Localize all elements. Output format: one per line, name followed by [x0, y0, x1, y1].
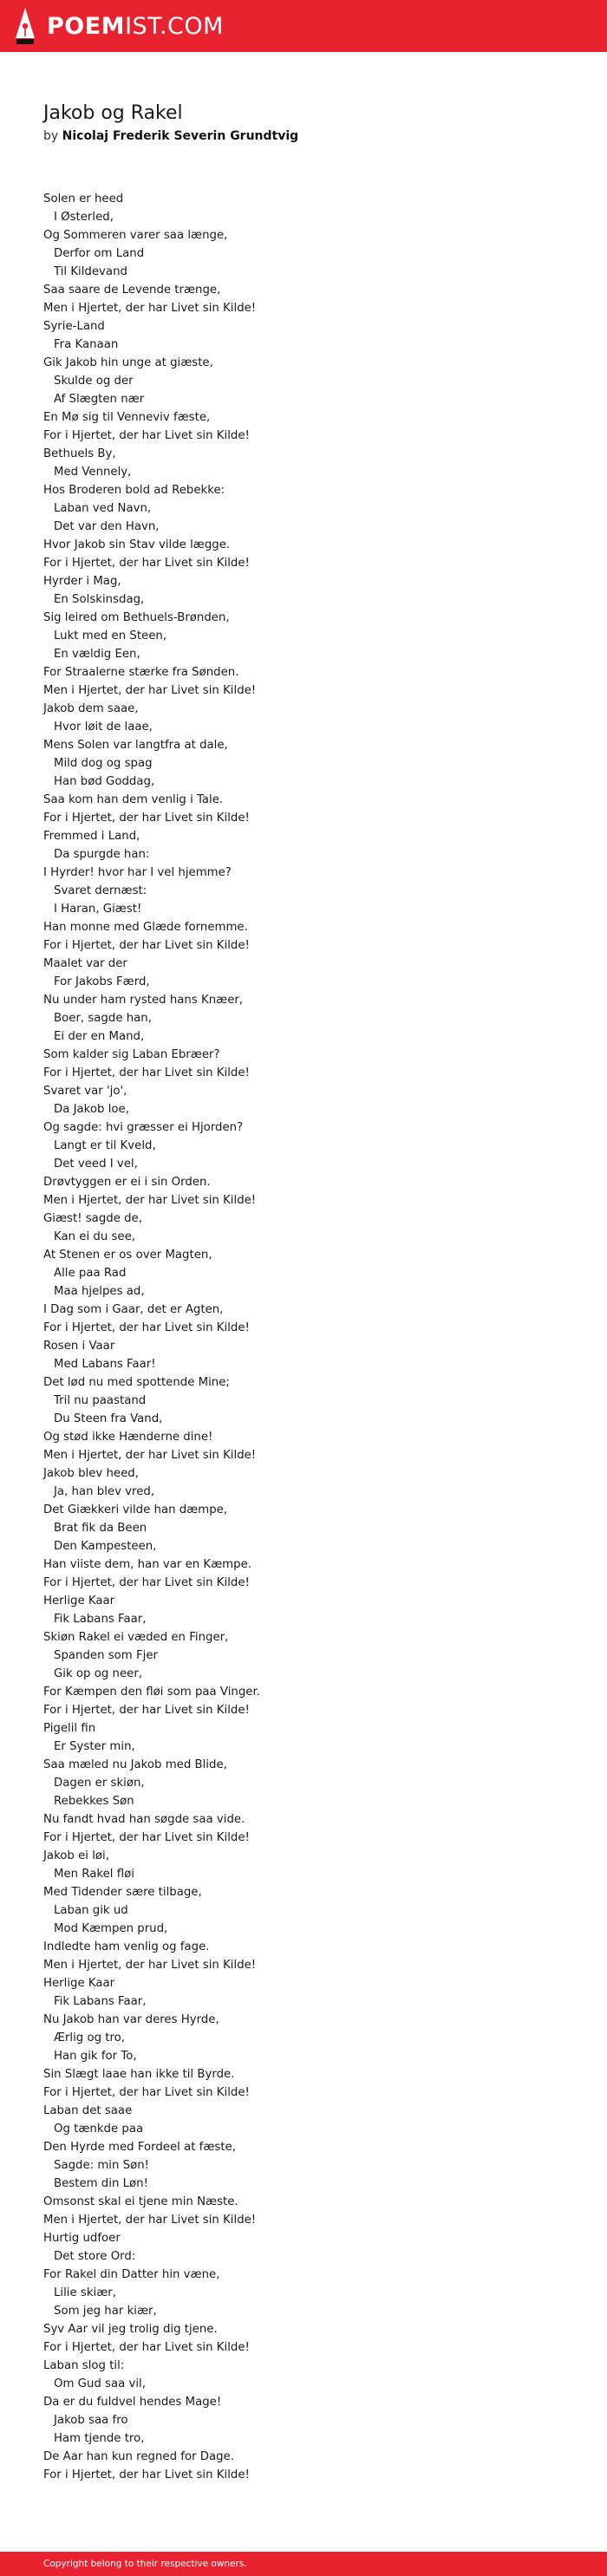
poem-line: Nu Jakob han var deres Hyrde,	[43, 2013, 219, 2026]
poem-line: En Solskinsdag,	[54, 593, 145, 606]
poem-line: Jakob ei løi,	[43, 1849, 109, 1862]
poem-line: Kan ei du see,	[54, 1230, 136, 1243]
poem-line: For Rakel din Datter hin væne,	[43, 2268, 220, 2281]
poem-line: Laban gik ud	[54, 1904, 128, 1917]
poem-line: Med Tidender sære tilbage,	[43, 1886, 202, 1899]
poem-line: For Kæmpen den fløi som paa Vinger.	[43, 1686, 260, 1699]
poem-line: For i Hjertet, der har Livet sin Kilde!	[43, 2086, 250, 2099]
poem-line: For i Hjertet, der har Livet sin Kilde!	[43, 557, 250, 570]
poem-line: Alle paa Rad	[54, 1267, 127, 1280]
poem-line: Du Steen fra Vand,	[54, 1412, 163, 1425]
poem-line: For i Hjertet, der har Livet sin Kilde!	[43, 1704, 250, 1717]
poem-line: Saa mæled nu Jakob med Blide,	[43, 1758, 227, 1771]
poem-line: Det Giækkeri vilde han dæmpe,	[43, 1503, 228, 1516]
poem-line: Men i Hjertet, der har Livet sin Kilde!	[43, 1959, 257, 1972]
poem-line: De Aar han kun regned for Dage.	[43, 2450, 235, 2463]
poem-line: Hurtig udfoer	[43, 2232, 121, 2245]
poem-line: Men Rakel fløi	[54, 1868, 134, 1881]
site-header	[0, 0, 607, 52]
poem-line: En vældig Een,	[54, 648, 140, 661]
poem-heading	[43, 101, 581, 145]
poem-line: Jakob blev heed,	[43, 1467, 139, 1480]
poem-line: Mod Kæmpen prud,	[54, 1922, 168, 1935]
poem-line: Brat fik da Been	[54, 1522, 147, 1535]
poem-line: Laban det saae	[43, 2104, 133, 2117]
poem-line: En Mø sig til Venneviv fæste,	[43, 411, 211, 424]
poem-line: Med Labans Faar!	[54, 1358, 156, 1371]
poem-line: Da er du fuldvel hendes Mage!	[43, 2396, 222, 2409]
poem-line: Skulde og der	[54, 375, 134, 388]
poem-line: Hos Broderen bold ad Rebekke:	[43, 484, 225, 497]
poem-line: Bethuels By,	[43, 447, 116, 460]
poem-line: Mens Solen var langtfra at dale,	[43, 739, 228, 752]
poem-line: Og tænkde paa	[54, 2123, 144, 2136]
poem-line: Mild dog og spag	[54, 757, 153, 770]
poem-line: Nu under ham rysted hans Knæer,	[43, 994, 244, 1007]
poem-line: Af Slægten nær	[54, 393, 145, 406]
poem-line: Som kalder sig Laban Ebræer?	[43, 1048, 220, 1061]
poem-line: Ærlig og tro,	[54, 2031, 126, 2044]
poem-line: Dagen er skiøn,	[54, 1777, 145, 1790]
poem-line: For i Hjertet, der har Livet sin Kilde!	[43, 1066, 250, 1079]
poem-line: Ham tjende tro,	[54, 2432, 145, 2445]
poem-line: Den Kampesteen,	[54, 1540, 157, 1553]
poem-line: Sig leired om Bethuels-Brønden,	[43, 611, 230, 624]
site-footer	[0, 2552, 607, 2576]
poem-line: Da Jakob loe,	[54, 1103, 129, 1116]
poem-line: Men i Hjertet, der har Livet sin Kilde!	[43, 302, 257, 315]
poem-line: Herlige Kaar	[43, 1595, 115, 1608]
poem-line: Han gik for To,	[54, 2050, 137, 2063]
poem-line: Det lød nu med spottende Mine;	[43, 1376, 230, 1389]
poem-line: Rosen i Vaar	[43, 1340, 115, 1353]
poem-line: Solen er heed	[43, 192, 124, 205]
poem-line: Maa hjelpes ad,	[54, 1285, 145, 1298]
poem-line: Og Sommeren varer saa længe,	[43, 229, 228, 242]
poem-line: For i Hjertet, der har Livet sin Kilde!	[43, 2468, 250, 2481]
poem-line: Han monne med Glæde fornemme.	[43, 921, 248, 934]
logo-text-strong: POEM	[47, 12, 126, 40]
poem-line: Saa kom han dem venlig i Tale.	[43, 793, 224, 806]
poem-line: For i Hjertet, der har Livet sin Kilde!	[43, 2341, 250, 2354]
poem-line: Syv Aar vil jeg trolig dig tjene.	[43, 2323, 218, 2336]
poem-line: Den Hyrde med Fordeel at fæste,	[43, 2141, 236, 2154]
poem-line: For Jakobs Færd,	[54, 975, 150, 988]
poem-line: Boer, sagde han,	[54, 1012, 152, 1025]
poem-line: Lukt med en Steen,	[54, 629, 167, 642]
poem-line: Hvor Jakob sin Stav vilde lægge.	[43, 538, 231, 551]
poem-line: Lilie skiær,	[54, 2286, 116, 2299]
poem-line: Gik Jakob hin unge at giæste,	[43, 356, 213, 369]
poem-line: Langt er til Kveld,	[54, 1139, 156, 1152]
poem-line: Bestem din Løn!	[54, 2177, 148, 2190]
poem-title: Jakob og Rakel	[43, 102, 183, 124]
poem-line: Ja, han blev vred,	[54, 1485, 155, 1498]
poem-line: Men i Hjertet, der har Livet sin Kilde!	[43, 1194, 257, 1207]
poem-line: I Haran, Giæst!	[54, 903, 142, 916]
poem-line: For i Hjertet, der har Livet sin Kilde!	[43, 429, 250, 442]
poem-line: Tril nu paastand	[54, 1394, 147, 1407]
poem-line: Som jeg har kiær,	[54, 2305, 157, 2318]
byline-prefix: by	[43, 129, 59, 143]
poem-line: Sagde: min Søn!	[54, 2159, 149, 2172]
poem-line: At Stenen er os over Magten,	[43, 1249, 212, 1262]
poem-line: For i Hjertet, der har Livet sin Kilde!	[43, 939, 250, 952]
poem-line: Laban ved Navn,	[54, 502, 152, 515]
poem-line: Er Syster min,	[54, 1740, 135, 1753]
poem-line: Han bød Goddag,	[54, 775, 155, 788]
poem-line: Om Gud saa vil,	[54, 2377, 146, 2390]
poem-line: Indledte ham venlig og fage.	[43, 1940, 210, 1953]
poem-line: Gik op og neer,	[54, 1667, 143, 1680]
poem-line: Hvor løit de laae,	[54, 721, 153, 734]
poem-line: Fik Labans Faar,	[54, 1995, 147, 2008]
poem-body	[43, 190, 581, 2484]
poem-line: Men i Hjertet, der har Livet sin Kilde!	[43, 2214, 257, 2227]
poem-line: Derfor om Land	[54, 247, 145, 260]
author-name[interactable]: Nicolaj Frederik Severin Grundtvig	[62, 129, 299, 143]
poem-line: Jakob saa fro	[54, 2414, 128, 2427]
poem-line: Svaret dernæst:	[54, 884, 147, 897]
poem-line: Skiøn Rakel ei væded en Finger,	[43, 1631, 229, 1644]
poem-line: Det veed I vel,	[54, 1158, 138, 1171]
poem-line: Sin Slægt laae han ikke til Byrde.	[43, 2068, 235, 2081]
poem-line: For i Hjertet, der har Livet sin Kilde!	[43, 1831, 250, 1844]
poem-line: Pigelil fin	[43, 1722, 96, 1735]
poem-line: Laban slog til:	[43, 2359, 125, 2372]
poem-line: Da spurgde han:	[54, 848, 150, 861]
poem-line: Omsonst skal ei tjene min Næste.	[43, 2195, 238, 2208]
poem-line: Drøvtyggen er ei i sin Orden.	[43, 1176, 211, 1189]
poem-line: Og sagde: hvi græsser ei Hjorden?	[43, 1121, 244, 1134]
byline	[43, 127, 581, 145]
poem-line: Nu fandt hvad han søgde saa vide.	[43, 1813, 245, 1826]
poem-line: For Straalerne stærke fra Sønden.	[43, 666, 239, 679]
logo-text-light: IST.COM	[125, 12, 224, 40]
poem-line: For i Hjertet, der har Livet sin Kilde!	[43, 1321, 250, 1334]
poem-line: I Hyrder! hvor har I vel hjemme?	[43, 866, 232, 879]
poem-line: I Østerled,	[54, 211, 114, 224]
poem-line: Det var den Havn,	[54, 520, 160, 533]
poem-line: Saa saare de Levende trænge,	[43, 284, 221, 297]
poem-line: Fik Labans Faar,	[54, 1613, 147, 1626]
poem-line: Svaret var 'jo',	[43, 1085, 127, 1098]
poem-line: Det store Ord:	[54, 2250, 136, 2263]
poem-line: Men i Hjertet, der har Livet sin Kilde!	[43, 684, 257, 697]
poem-line: Rebekkes Søn	[54, 1795, 134, 1808]
poem-line: Spanden som Fjer	[54, 1649, 158, 1662]
copyright-text: Copyright belong to their respective owners.	[43, 2559, 247, 2569]
poem-line: Ei der en Mand,	[54, 1030, 145, 1043]
poem-line: Og stød ikke Hænderne dine!	[43, 1431, 213, 1444]
poem-line: For i Hjertet, der har Livet sin Kilde!	[43, 812, 250, 825]
poem-line: Til Kildevand	[54, 265, 127, 278]
poem-line: Giæst! sagde de,	[43, 1212, 142, 1225]
poem-line: Med Vennely,	[54, 466, 132, 479]
poem-line: Fra Kanaan	[54, 338, 119, 351]
poem-line: Maalet var der	[43, 957, 127, 970]
poem-line: Fremmed i Land,	[43, 830, 140, 843]
poem-line: Jakob dem saae,	[43, 702, 139, 715]
fountain-pen-nib-icon[interactable]	[14, 7, 36, 45]
poem-line: Hyrder i Mag,	[43, 575, 121, 588]
site-logo[interactable]	[47, 12, 224, 40]
poem-line: I Dag som i Gaar, det er Agten,	[43, 1303, 224, 1316]
poem-line: Men i Hjertet, der har Livet sin Kilde!	[43, 1449, 257, 1462]
poem-line: Syrie-Land	[43, 320, 105, 333]
poem-line: For i Hjertet, der har Livet sin Kilde!	[43, 1576, 250, 1589]
poem-line: Han viiste dem, han var en Kæmpe.	[43, 1558, 251, 1571]
poem-line: Herlige Kaar	[43, 1977, 115, 1990]
